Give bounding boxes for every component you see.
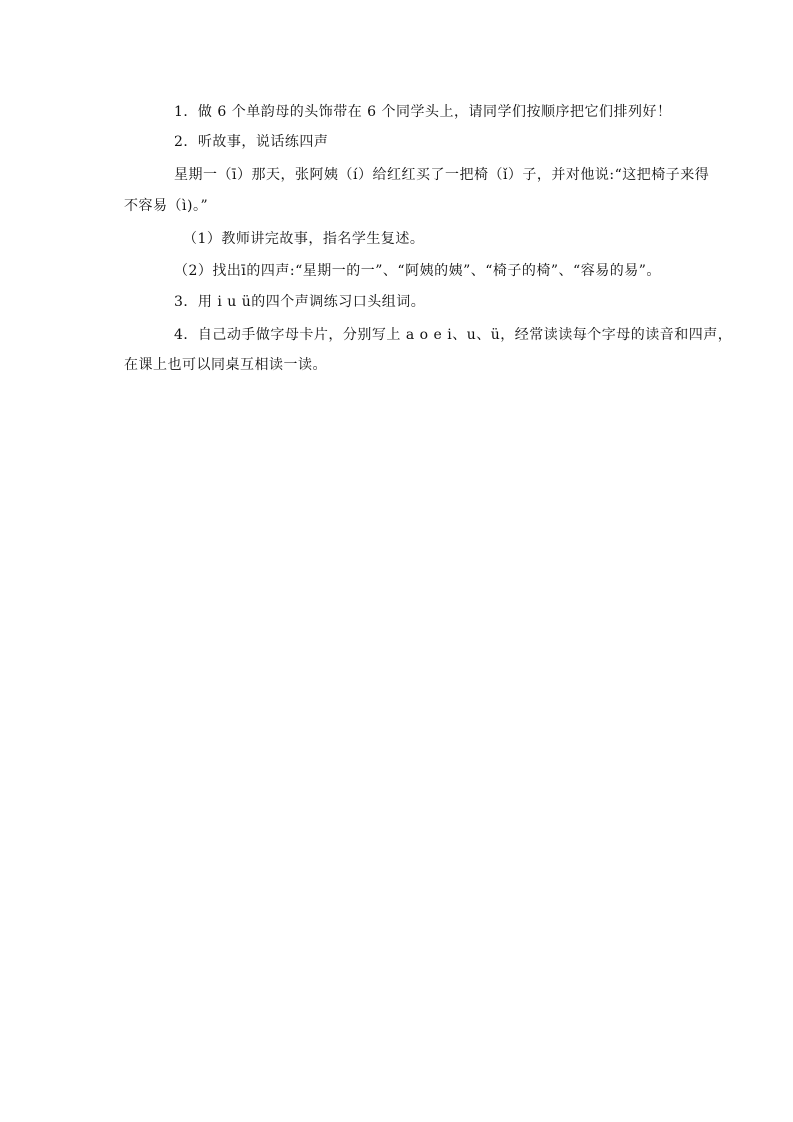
- item-3-word-practice: 3．用 i u ü的四个声调练习口头组词。: [174, 294, 426, 310]
- sub-item-2-find-tones: （2）找出ī的四声:“星期一的一”、“阿姨的姨”、“椅子的椅”、“容易的易”。: [174, 263, 661, 279]
- sub-item-1-retell: （1）教师讲完故事，指名学生复述。: [183, 231, 425, 247]
- story-paragraph-line-2: 不容易（ì)。”: [124, 198, 209, 214]
- item-2-story-heading: 2．听故事，说话练四声: [174, 134, 329, 150]
- story-paragraph-line-1: 星期一（ī）那天，张阿姨（í）给红红买了一把椅（ǐ）子，并对他说:“这把椅子来得: [174, 167, 710, 183]
- item-4-letter-cards-line-1: 4．自己动手做字母卡片，分别写上 a o e i、u、ü，经常读读每个字母的读音和四声，: [174, 327, 733, 343]
- item-1-headdress-activity: 1．做 6 个单韵母的头饰带在 6 个同学头上，请同学们按顺序把它们排列好！: [174, 104, 672, 120]
- item-4-letter-cards-line-2: 在课上也可以同桌互相读一读。: [124, 357, 327, 373]
